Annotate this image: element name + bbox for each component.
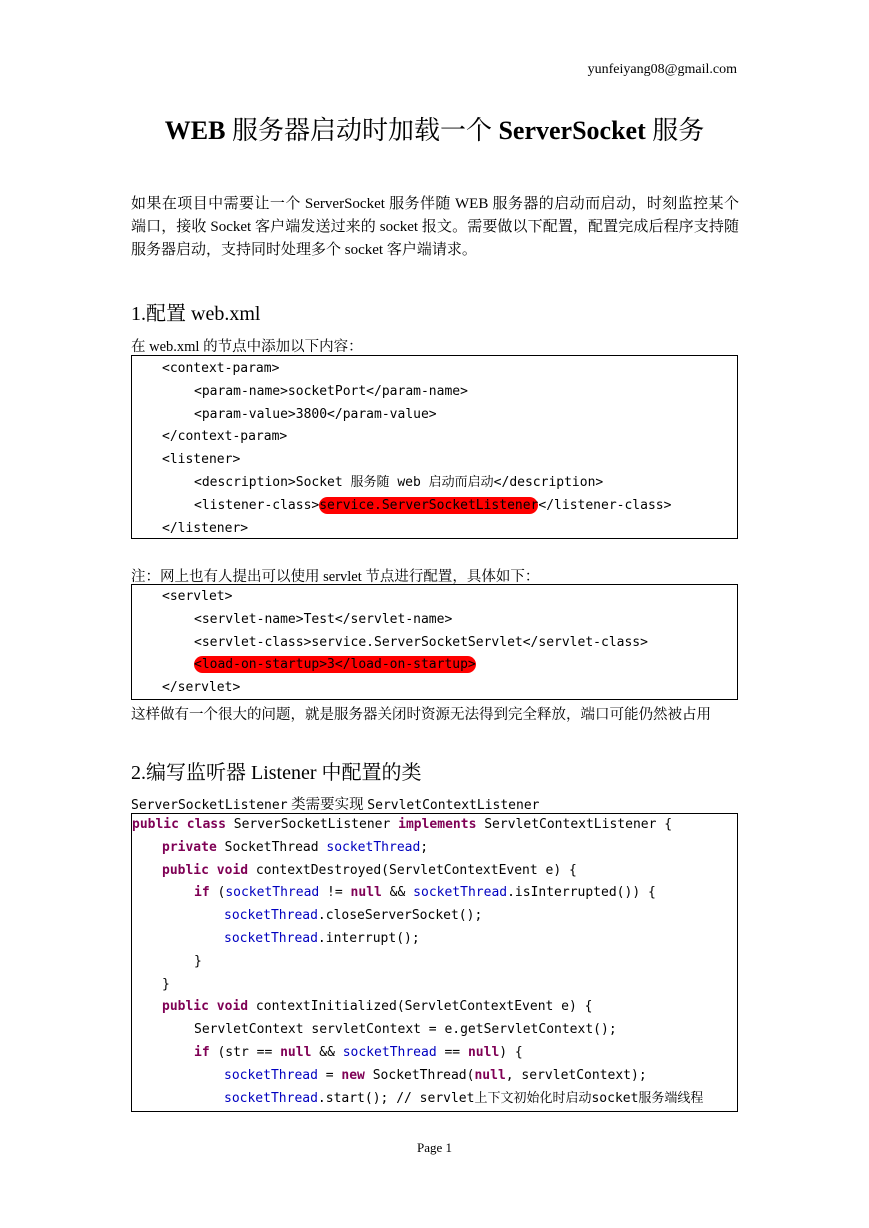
code-line: <param-name>socketPort</param-name> bbox=[194, 383, 468, 399]
code-line: private SocketThread socketThread; bbox=[162, 839, 429, 855]
code-line: <servlet> bbox=[162, 589, 233, 604]
code-line: <description>Socket 服务随 web 启动而启动</description> bbox=[194, 474, 604, 490]
code-line: </context-param> bbox=[162, 429, 288, 445]
author-email: yunfeiyang08@gmail.com bbox=[587, 62, 737, 77]
highlighted-class-name: service.ServerSocketListener bbox=[319, 497, 539, 513]
code-line: socketThread = new SocketThread(null, servletContext); bbox=[224, 1067, 647, 1083]
code-line bbox=[132, 654, 737, 677]
servlet-warning: 这样做有一个很大的问题，就是服务器关闭时资源无法得到完全释放，端口可能仍然被占用 bbox=[131, 707, 711, 723]
code-line: public void contextDestroyed(ServletContextEvent e) { bbox=[162, 862, 577, 878]
code-line: if (socketThread != null && socketThread.isInterrupted()) { bbox=[194, 885, 656, 901]
code-line: public class ServerSocketListener implements ServletContextListener { bbox=[132, 817, 673, 832]
code-line: <listener-class>service.ServerSocketListener</listener-class> bbox=[194, 497, 672, 513]
intro-paragraph: 如果在项目中需要让一个 ServerSocket 服务伴随 WEB 服务器的启动而启动，时刻监控某个端口，接收 Socket 客户端发送过来的 socket 报文。需要做以下配置，配置完成后程序支持随服务器启动，支持同时处理多个 socket 客户端请求。 bbox=[131, 196, 739, 258]
code-line: socketThread.interrupt(); bbox=[224, 930, 420, 946]
code-line: } bbox=[194, 953, 202, 969]
code-line: <servlet-name>Test</servlet-name> bbox=[194, 611, 453, 627]
section-2-note: ServerSocketListener 类需要实现 ServletContextListener bbox=[131, 797, 540, 813]
document-title: WEB 服务器启动时加载一个 ServerSocket 服务 bbox=[164, 116, 705, 145]
code-line: public void contextInitialized(ServletContextEvent e) { bbox=[162, 999, 593, 1015]
servlet-note: 注：网上也有人提出可以使用 servlet 节点进行配置，具体如下： bbox=[131, 569, 540, 585]
code-line: <param-value>3800</param-value> bbox=[194, 406, 437, 422]
code-line: </servlet> bbox=[162, 680, 241, 696]
java-code-block bbox=[131, 813, 738, 1112]
code-line: if (str == null && socketThread == null) { bbox=[194, 1044, 523, 1060]
code-line: } bbox=[162, 976, 170, 992]
code-line: <context-param> bbox=[162, 361, 280, 376]
code-line: <servlet-class>service.ServerSocketServlet</servlet-class> bbox=[194, 634, 648, 650]
code-line: socketThread.closeServerSocket(); bbox=[224, 908, 483, 924]
web-xml-code-block bbox=[131, 355, 738, 539]
section-1-note: 在 web.xml 的节点中添加以下内容： bbox=[131, 339, 363, 355]
section-2-heading: 2.编写监听器 Listener 中配置的类 bbox=[131, 762, 422, 784]
servlet-code-block bbox=[131, 584, 738, 700]
code-line: <listener> bbox=[162, 452, 241, 468]
code-line: </listener> bbox=[162, 520, 249, 536]
page-number: Page 1 bbox=[416, 1140, 453, 1155]
section-1-heading: 1.配置 web.xml bbox=[131, 303, 261, 325]
highlighted-load-on-startup: <load-on-startup>3</load-on-startup> bbox=[194, 657, 476, 673]
code-line: socketThread.start(); // servlet上下文初始化时启动socket服务端线程 bbox=[224, 1090, 704, 1106]
code-line: ServletContext servletContext = e.getServletContext(); bbox=[194, 1022, 617, 1038]
